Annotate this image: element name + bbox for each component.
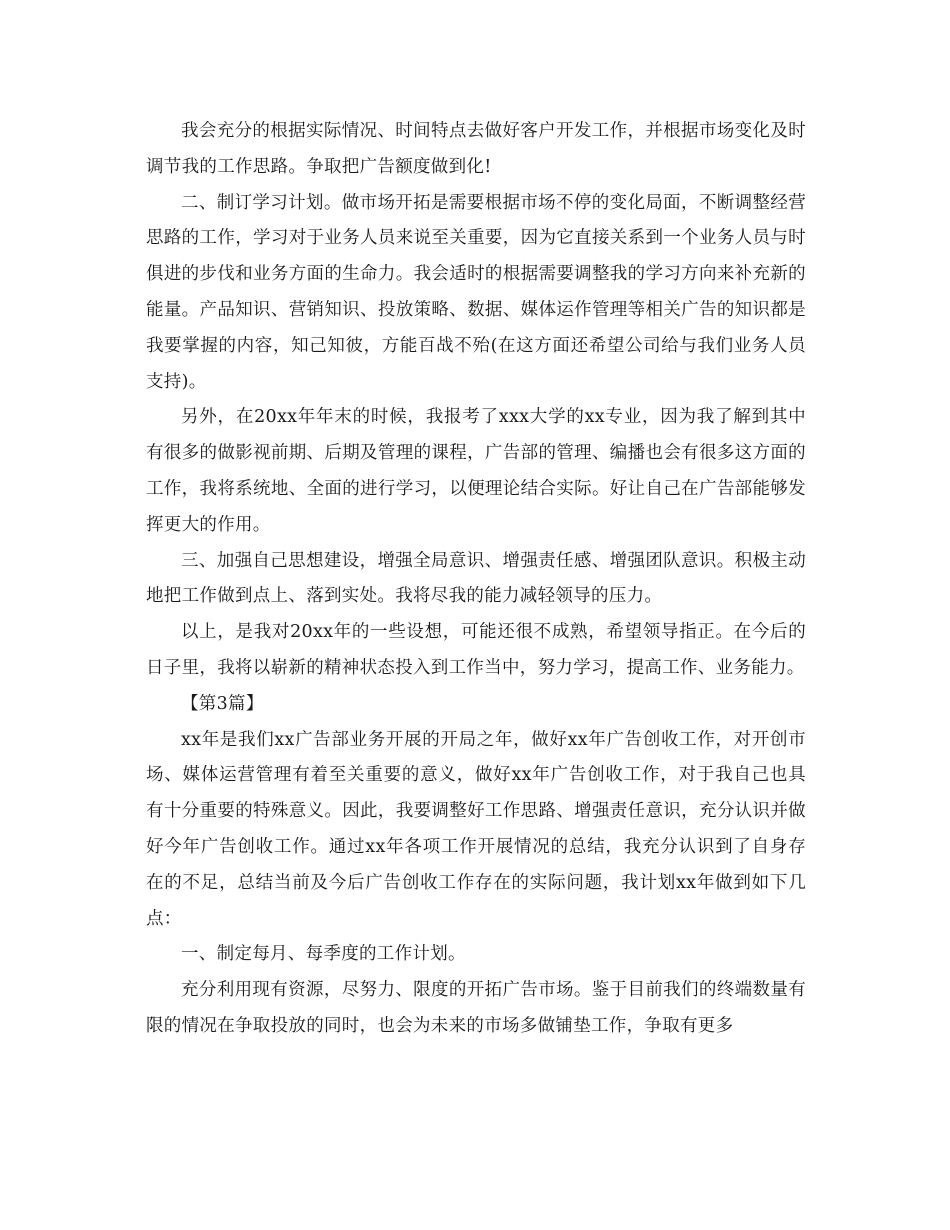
paragraph-5: 以上，是我对20xx年的一些设想，可能还很不成熟，希望领导指正。在今后的日子里，我将以崭新的精神状态投入到工作当中，努力学习，提高工作、业务能力。	[146, 622, 806, 678]
paragraph-3: 另外，在20xx年年末的时候，我报考了xxx大学的xx专业，因为我了解到其中有很多的做影视前期、后期及管理的课程，广告部的管理、编播也会有很多这方面的工作，我将系统地、全面的进行学习，以便理论结合实际。好让自己在广告部能够发挥更大的作用。	[146, 407, 806, 535]
document-body	[146, 114, 806, 1045]
paragraph-1: 我会充分的根据实际情况、时间特点去做好客户开发工作，并根据市场变化及时调节我的工作思路。争取把广告额度做到化!	[146, 121, 806, 177]
paragraph-8: 充分利用现有资源，尽努力、限度的开拓广告市场。鉴于目前我们的终端数量有限的情况在争取投放的同时，也会为未来的市场多做铺垫工作，争取有更多	[146, 980, 806, 1036]
section-heading: 【第3篇】	[181, 693, 264, 714]
paragraph-6: xx年是我们xx广告部业务开展的开局之年，做好xx年广告创收工作，对开创市场、媒体运营管理有着至关重要的意义，做好xx年广告创收工作，对于我自己也具有十分重要的特殊意义。因此，我要调整好工作思路、增强责任意识，充分认识并做好今年广告创收工作。通过xx年各项工作开展情况的总结，我充分认识到了自身存在的不足，总结当前及今后广告创收工作存在的实际问题，我计划xx年做到如下几点：	[146, 729, 806, 929]
paragraph-2: 二、制订学习计划。做市场开拓是需要根据市场不停的变化局面，不断调整经营思路的工作，学习对于业务人员来说至关重要，因为它直接关系到一个业务人员与时俱进的步伐和业务方面的生命力。我会适时的根据需要调整我的学习方向来补充新的能量。产品知识、营销知识、投放策略、数据、媒体运作管理等相关广告的知识都是我要掌握的内容，知己知彼，方能百战不殆(在这方面还希望公司给与我们业务人员支持)。	[146, 192, 806, 392]
paragraph-7: 一、制定每月、每季度的工作计划。	[181, 944, 466, 965]
paragraph-4: 三、加强自己思想建设，增强全局意识、增强责任感、增强团队意识。积极主动地把工作做到点上、落到实处。我将尽我的能力减轻领导的压力。	[146, 550, 806, 607]
